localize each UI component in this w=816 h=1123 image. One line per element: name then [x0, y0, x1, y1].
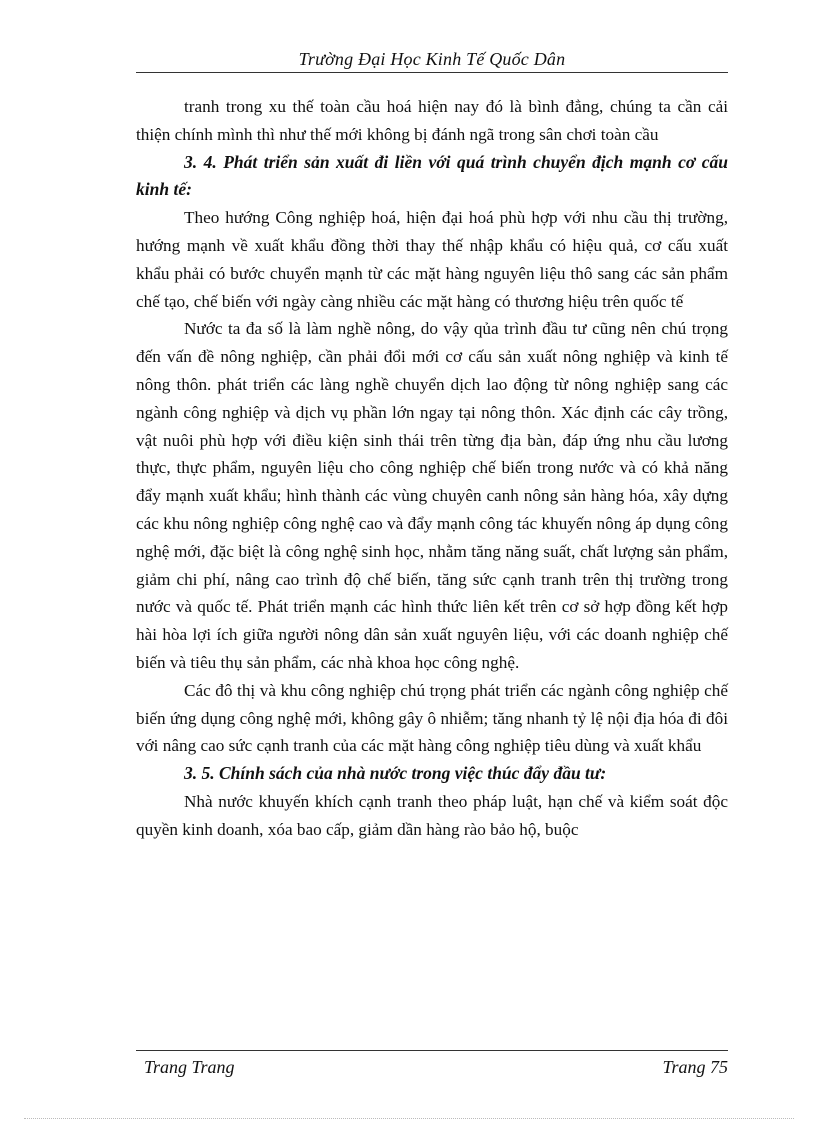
footer-left-label: Trang Trang: [144, 1057, 235, 1077]
paragraph-3-5-competition: Nhà nước khuyến khích cạnh tranh theo pháp luật, hạn chế và kiểm soát độc quyền kinh doanh, xóa bao cấp, giảm dần hàng rào bảo hộ, buộc: [136, 791, 728, 839]
paragraph-3-4-industrialization: Theo hướng Công nghiệp hoá, hiện đại hoá phù hợp với nhu cầu thị trường, hướng mạnh về xuất khẩu đồng thời thay thế nhập khẩu có hiệu quả, cơ cấu xuất khẩu phải có bước chuyển mạnh từ các mặt hàng nguyên liệu thô sang các sản phẩm chế tạo, chế biến với ngày càng nhiều các mặt hàng có thương hiệu trên quốc tế: [136, 208, 728, 311]
header-title: Trường Đại Học Kinh Tế Quốc Dân: [298, 49, 566, 69]
paragraph-3-4-urban-industry: Các đô thị và khu công nghiệp chú trọng phát triển các ngành công nghiệp chế biến ứng dụng công nghệ mới, không gây ô nhiễm; tăng nhanh tỷ lệ nội địa hóa đi đôi với nâng cao sức cạnh tranh của các mặt hàng công nghiệp tiêu dùng và xuất khẩu: [136, 680, 728, 756]
section-heading-3-4: 3. 4. Phát triển sản xuất đi liền với quá trình chuyển địch mạnh cơ cấu kinh tế:: [136, 151, 728, 200]
page-number: Trang 75: [662, 1057, 728, 1077]
paragraph-continued: tranh trong xu thế toàn cầu hoá hiện nay đó là bình đẳng, chúng ta cần cải thiện chính mình thì như thế mới không bị đánh ngã trong sân chơi toàn cầu: [136, 97, 728, 144]
paragraph-3-4-agriculture: Nước ta đa số là làm nghề nông, do vậy qủa trình đầu tư cũng nên chú trọng đến vấn đề nông nghiệp, cần phải đổi mới cơ cấu sản xuất nông nghiệp và kinh tế nông thôn. phát triển các làng nghề chuyển dịch lao động từ nông nghiệp sang các ngành công nghiệp và dịch vụ phần lớn ngay tại nông thôn. Xác định các cây trồng, vật nuôi phù hợp với điều kiện sinh thái trên từng địa bàn, đáp ứng nhu cầu lương thực, thực phẩm, nguyên liệu cho công nghiệp chế biến trong nước và có khả năng đẩy mạnh xuất khẩu; hình thành các vùng chuyên canh nông sản hàng hóa, xây dựng các khu nông nghiệp công nghệ cao và đẩy mạnh công tác khuyến nông áp dụng công nghệ mới, đặc biệt là công nghệ sinh học, nhằm tăng năng suất, chất lượng sản phẩm, giảm chi phí, nâng cao trình độ chế biến, tăng sức cạnh tranh trên thị trường trong nước và quốc tế. Phát triển mạnh các hình thức liên kết trên cơ sở hợp đồng kết hợp hài hòa lợi ích giữa người nông dân sản xuất nguyên liệu, với các doanh nghiệp chế biến và tiêu thụ sản phẩm, các nhà khoa học công nghệ.: [136, 319, 728, 672]
section-heading-3-5: 3. 5. Chính sách của nhà nước trong việc thúc đẩy đầu tư:: [184, 763, 607, 784]
running-header: [136, 46, 728, 73]
page-body: [136, 93, 728, 844]
running-footer: [136, 1050, 728, 1079]
page-edge-divider: [24, 1118, 794, 1119]
